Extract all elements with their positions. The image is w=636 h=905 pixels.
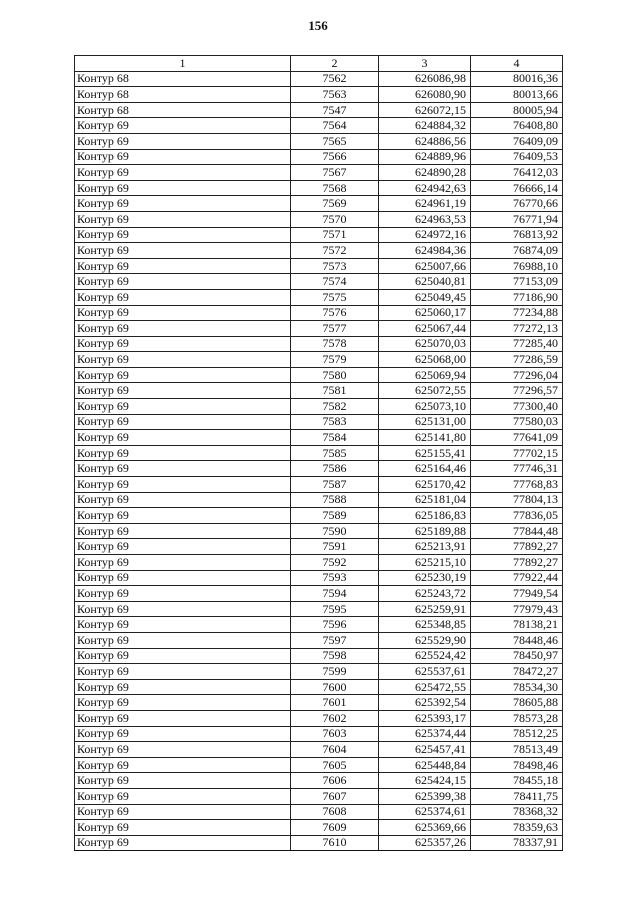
contour-name-cell: Контур 69: [75, 820, 291, 836]
coordinate-y-cell: 77949,54: [471, 586, 563, 602]
contour-name-cell: Контур 69: [75, 523, 291, 539]
point-number-cell: 7568: [291, 180, 379, 196]
table-row: [75, 118, 563, 134]
point-number-cell: 7578: [291, 336, 379, 352]
table-row: [75, 243, 563, 259]
table-row: [75, 196, 563, 212]
table-row: [75, 804, 563, 820]
contour-name-cell: Контур 69: [75, 227, 291, 243]
coordinate-x-cell: 625164,46: [379, 461, 471, 477]
table-row: [75, 336, 563, 352]
coordinate-y-cell: 77641,09: [471, 430, 563, 446]
coordinate-y-cell: 77286,59: [471, 352, 563, 368]
contour-name-cell: Контур 69: [75, 664, 291, 680]
coordinate-x-cell: 625529,90: [379, 632, 471, 648]
coordinate-y-cell: 76666,14: [471, 180, 563, 196]
coordinate-y-cell: 77892,27: [471, 539, 563, 555]
point-number-cell: 7605: [291, 757, 379, 773]
coordinate-y-cell: 78138,21: [471, 617, 563, 633]
table-row: [75, 367, 563, 383]
coordinate-x-cell: 624961,19: [379, 196, 471, 212]
contour-name-cell: Контур 69: [75, 445, 291, 461]
contour-name-cell: Контур 69: [75, 243, 291, 259]
table-row: [75, 102, 563, 118]
table-row: [75, 477, 563, 493]
coordinate-y-cell: 78513,49: [471, 742, 563, 758]
column-header: 1: [75, 56, 291, 72]
table-row: [75, 648, 563, 664]
coordinate-y-cell: 77153,09: [471, 274, 563, 290]
table-row: [75, 632, 563, 648]
coordinate-y-cell: 76770,66: [471, 196, 563, 212]
point-number-cell: 7594: [291, 586, 379, 602]
point-number-cell: 7585: [291, 445, 379, 461]
point-number-cell: 7587: [291, 477, 379, 493]
point-number-cell: 7593: [291, 570, 379, 586]
table-row: [75, 788, 563, 804]
point-number-cell: 7575: [291, 289, 379, 305]
coordinate-x-cell: 626086,98: [379, 71, 471, 87]
table-row: [75, 835, 563, 851]
coordinate-y-cell: 76408,80: [471, 118, 563, 134]
point-number-cell: 7571: [291, 227, 379, 243]
coordinate-x-cell: 625068,00: [379, 352, 471, 368]
point-number-cell: 7582: [291, 399, 379, 415]
table-row: [75, 445, 563, 461]
table-row: [75, 149, 563, 165]
point-number-cell: 7602: [291, 710, 379, 726]
coordinate-x-cell: 625073,10: [379, 399, 471, 415]
point-number-cell: 7595: [291, 601, 379, 617]
coordinate-y-cell: 77836,05: [471, 508, 563, 524]
contour-name-cell: Контур 69: [75, 617, 291, 633]
point-number-cell: 7574: [291, 274, 379, 290]
table-row: [75, 399, 563, 415]
coordinate-x-cell: 625069,94: [379, 367, 471, 383]
column-header: 4: [471, 56, 563, 72]
table-row: [75, 133, 563, 149]
coordinate-y-cell: 78450,97: [471, 648, 563, 664]
coordinate-x-cell: 625067,44: [379, 321, 471, 337]
point-number-cell: 7570: [291, 211, 379, 227]
point-number-cell: 7583: [291, 414, 379, 430]
table-row: [75, 508, 563, 524]
table-row: [75, 820, 563, 836]
coordinate-x-cell: 625181,04: [379, 492, 471, 508]
coordinate-x-cell: 625424,15: [379, 773, 471, 789]
contour-name-cell: Контур 69: [75, 258, 291, 274]
coordinate-x-cell: 625170,42: [379, 477, 471, 493]
table-row: [75, 679, 563, 695]
point-number-cell: 7601: [291, 695, 379, 711]
table-row: [75, 601, 563, 617]
table-row: [75, 555, 563, 571]
coordinate-x-cell: 625357,26: [379, 835, 471, 851]
point-number-cell: 7563: [291, 87, 379, 103]
contour-name-cell: Контур 69: [75, 804, 291, 820]
coordinate-y-cell: 77844,48: [471, 523, 563, 539]
table-row: [75, 227, 563, 243]
contour-name-cell: Контур 69: [75, 133, 291, 149]
point-number-cell: 7603: [291, 726, 379, 742]
coordinate-y-cell: 77272,13: [471, 321, 563, 337]
coordinate-y-cell: 76412,03: [471, 165, 563, 181]
contour-name-cell: Контур 69: [75, 149, 291, 165]
point-number-cell: 7592: [291, 555, 379, 571]
point-number-cell: 7576: [291, 305, 379, 321]
contour-name-cell: Контур 69: [75, 710, 291, 726]
point-number-cell: 7597: [291, 632, 379, 648]
point-number-cell: 7608: [291, 804, 379, 820]
coordinate-y-cell: 78411,75: [471, 788, 563, 804]
coordinate-x-cell: 625457,41: [379, 742, 471, 758]
column-header: 2: [291, 56, 379, 72]
coordinate-y-cell: 77922,44: [471, 570, 563, 586]
coordinate-x-cell: 624972,16: [379, 227, 471, 243]
table-header-row: [75, 56, 563, 72]
contour-name-cell: Контур 69: [75, 165, 291, 181]
coordinate-y-cell: 77580,03: [471, 414, 563, 430]
coordinate-y-cell: 77234,88: [471, 305, 563, 321]
table-row: [75, 461, 563, 477]
table-row: [75, 430, 563, 446]
coordinate-y-cell: 77702,15: [471, 445, 563, 461]
table-row: [75, 71, 563, 87]
coordinate-y-cell: 80016,36: [471, 71, 563, 87]
coordinates-table: [74, 55, 563, 851]
table-row: [75, 726, 563, 742]
coordinate-y-cell: 78368,32: [471, 804, 563, 820]
table-row: [75, 414, 563, 430]
point-number-cell: 7581: [291, 383, 379, 399]
point-number-cell: 7591: [291, 539, 379, 555]
coordinate-x-cell: 625155,41: [379, 445, 471, 461]
coordinate-x-cell: 625472,55: [379, 679, 471, 695]
coordinate-y-cell: 78448,46: [471, 632, 563, 648]
coordinate-x-cell: 625369,66: [379, 820, 471, 836]
coordinate-x-cell: 625049,45: [379, 289, 471, 305]
contour-name-cell: Контур 69: [75, 274, 291, 290]
contour-name-cell: Контур 69: [75, 196, 291, 212]
point-number-cell: 7572: [291, 243, 379, 259]
contour-name-cell: Контур 69: [75, 757, 291, 773]
point-number-cell: 7596: [291, 617, 379, 633]
table-row: [75, 274, 563, 290]
coordinate-x-cell: 625215,10: [379, 555, 471, 571]
coordinate-x-cell: 625348,85: [379, 617, 471, 633]
point-number-cell: 7599: [291, 664, 379, 680]
point-number-cell: 7577: [291, 321, 379, 337]
contour-name-cell: Контур 69: [75, 321, 291, 337]
table-row: [75, 617, 563, 633]
coordinate-x-cell: 625524,42: [379, 648, 471, 664]
contour-name-cell: Контур 69: [75, 352, 291, 368]
coordinate-x-cell: 624984,36: [379, 243, 471, 259]
coordinate-x-cell: 625259,91: [379, 601, 471, 617]
contour-name-cell: Контур 69: [75, 679, 291, 695]
contour-name-cell: Контур 69: [75, 461, 291, 477]
table-row: [75, 492, 563, 508]
coordinate-x-cell: 625007,66: [379, 258, 471, 274]
coordinate-x-cell: 625392,54: [379, 695, 471, 711]
table-row: [75, 87, 563, 103]
contour-name-cell: Контур 69: [75, 367, 291, 383]
coordinate-y-cell: 76409,53: [471, 149, 563, 165]
coordinate-y-cell: 76874,09: [471, 243, 563, 259]
point-number-cell: 7610: [291, 835, 379, 851]
point-number-cell: 7609: [291, 820, 379, 836]
point-number-cell: 7604: [291, 742, 379, 758]
contour-name-cell: Контур 69: [75, 695, 291, 711]
contour-name-cell: Контур 68: [75, 71, 291, 87]
point-number-cell: 7584: [291, 430, 379, 446]
contour-name-cell: Контур 69: [75, 399, 291, 415]
coordinate-y-cell: 77296,04: [471, 367, 563, 383]
table-row: [75, 289, 563, 305]
coordinate-y-cell: 77186,90: [471, 289, 563, 305]
table-row: [75, 773, 563, 789]
contour-name-cell: Контур 69: [75, 835, 291, 851]
coordinate-y-cell: 77746,31: [471, 461, 563, 477]
point-number-cell: 7569: [291, 196, 379, 212]
coordinate-x-cell: 625040,81: [379, 274, 471, 290]
table-row: [75, 180, 563, 196]
contour-name-cell: Контур 69: [75, 601, 291, 617]
table-row: [75, 211, 563, 227]
coordinate-y-cell: 77892,27: [471, 555, 563, 571]
table-row: [75, 523, 563, 539]
coordinate-y-cell: 77300,40: [471, 399, 563, 415]
coordinate-x-cell: 625374,61: [379, 804, 471, 820]
point-number-cell: 7566: [291, 149, 379, 165]
coordinate-x-cell: 625243,72: [379, 586, 471, 602]
point-number-cell: 7565: [291, 133, 379, 149]
point-number-cell: 7564: [291, 118, 379, 134]
coordinate-y-cell: 78498,46: [471, 757, 563, 773]
contour-name-cell: Контур 69: [75, 430, 291, 446]
table-row: [75, 165, 563, 181]
point-number-cell: 7567: [291, 165, 379, 181]
contour-name-cell: Контур 69: [75, 180, 291, 196]
point-number-cell: 7579: [291, 352, 379, 368]
coordinate-y-cell: 76771,94: [471, 211, 563, 227]
coordinate-x-cell: 625072,55: [379, 383, 471, 399]
coordinate-x-cell: 625186,83: [379, 508, 471, 524]
coordinate-y-cell: 76409,09: [471, 133, 563, 149]
coordinate-y-cell: 78605,88: [471, 695, 563, 711]
contour-name-cell: Контур 69: [75, 586, 291, 602]
coordinate-y-cell: 77768,83: [471, 477, 563, 493]
table-row: [75, 258, 563, 274]
coordinate-y-cell: 80005,94: [471, 102, 563, 118]
page-number: 156: [308, 18, 328, 33]
coordinate-y-cell: 76813,92: [471, 227, 563, 243]
table-row: [75, 539, 563, 555]
coordinate-x-cell: 625141,80: [379, 430, 471, 446]
table-row: [75, 586, 563, 602]
contour-name-cell: Контур 69: [75, 336, 291, 352]
table-row: [75, 710, 563, 726]
table-row: [75, 695, 563, 711]
table-row: [75, 352, 563, 368]
table-row: [75, 570, 563, 586]
point-number-cell: 7580: [291, 367, 379, 383]
coordinate-y-cell: 77285,40: [471, 336, 563, 352]
coordinate-x-cell: 625060,17: [379, 305, 471, 321]
contour-name-cell: Контур 68: [75, 87, 291, 103]
table-row: [75, 321, 563, 337]
coordinate-x-cell: 625230,19: [379, 570, 471, 586]
coordinate-x-cell: 624890,28: [379, 165, 471, 181]
coordinate-x-cell: 625399,38: [379, 788, 471, 804]
column-header: 3: [379, 56, 471, 72]
point-number-cell: 7607: [291, 788, 379, 804]
table-row: [75, 305, 563, 321]
table-row: [75, 757, 563, 773]
point-number-cell: 7562: [291, 71, 379, 87]
coordinate-x-cell: 625189,88: [379, 523, 471, 539]
contour-name-cell: Контур 69: [75, 305, 291, 321]
point-number-cell: 7598: [291, 648, 379, 664]
coordinate-x-cell: 625393,17: [379, 710, 471, 726]
contour-name-cell: Контур 69: [75, 383, 291, 399]
coordinate-x-cell: 625537,61: [379, 664, 471, 680]
coordinate-y-cell: 77979,43: [471, 601, 563, 617]
contour-name-cell: Контур 68: [75, 102, 291, 118]
contour-name-cell: Контур 69: [75, 648, 291, 664]
contour-name-cell: Контур 69: [75, 289, 291, 305]
table-body: [75, 71, 563, 851]
coordinate-x-cell: 626072,15: [379, 102, 471, 118]
coordinate-x-cell: 624963,53: [379, 211, 471, 227]
contour-name-cell: Контур 69: [75, 570, 291, 586]
coordinate-y-cell: 77804,13: [471, 492, 563, 508]
coordinate-y-cell: 78455,18: [471, 773, 563, 789]
point-number-cell: 7586: [291, 461, 379, 477]
contour-name-cell: Контур 69: [75, 492, 291, 508]
coordinate-y-cell: 78472,27: [471, 664, 563, 680]
contour-name-cell: Контур 69: [75, 726, 291, 742]
point-number-cell: 7590: [291, 523, 379, 539]
coordinate-x-cell: 625131,00: [379, 414, 471, 430]
coordinate-x-cell: 624886,56: [379, 133, 471, 149]
contour-name-cell: Контур 69: [75, 773, 291, 789]
coordinate-y-cell: 78359,63: [471, 820, 563, 836]
contour-name-cell: Контур 69: [75, 742, 291, 758]
coordinate-y-cell: 76988,10: [471, 258, 563, 274]
contour-name-cell: Контур 69: [75, 211, 291, 227]
point-number-cell: 7589: [291, 508, 379, 524]
point-number-cell: 7588: [291, 492, 379, 508]
point-number-cell: 7606: [291, 773, 379, 789]
coordinate-x-cell: 625374,44: [379, 726, 471, 742]
table-row: [75, 742, 563, 758]
coordinate-x-cell: 625448,84: [379, 757, 471, 773]
contour-name-cell: Контур 69: [75, 539, 291, 555]
coordinate-x-cell: 625070,03: [379, 336, 471, 352]
coordinate-x-cell: 624884,32: [379, 118, 471, 134]
contour-name-cell: Контур 69: [75, 632, 291, 648]
coordinate-x-cell: 625213,91: [379, 539, 471, 555]
table-row: [75, 383, 563, 399]
coordinate-y-cell: 78573,28: [471, 710, 563, 726]
contour-name-cell: Контур 69: [75, 414, 291, 430]
contour-name-cell: Контур 69: [75, 788, 291, 804]
coordinate-y-cell: 80013,66: [471, 87, 563, 103]
coordinate-y-cell: 78534,30: [471, 679, 563, 695]
coordinate-x-cell: 624889,96: [379, 149, 471, 165]
point-number-cell: 7573: [291, 258, 379, 274]
point-number-cell: 7600: [291, 679, 379, 695]
contour-name-cell: Контур 69: [75, 477, 291, 493]
contour-name-cell: Контур 69: [75, 508, 291, 524]
coordinate-y-cell: 78512,25: [471, 726, 563, 742]
table-row: [75, 664, 563, 680]
coordinate-y-cell: 78337,91: [471, 835, 563, 851]
contour-name-cell: Контур 69: [75, 118, 291, 134]
coordinate-y-cell: 77296,57: [471, 383, 563, 399]
coordinate-x-cell: 626080,90: [379, 87, 471, 103]
coordinate-x-cell: 624942,63: [379, 180, 471, 196]
contour-name-cell: Контур 69: [75, 555, 291, 571]
point-number-cell: 7547: [291, 102, 379, 118]
